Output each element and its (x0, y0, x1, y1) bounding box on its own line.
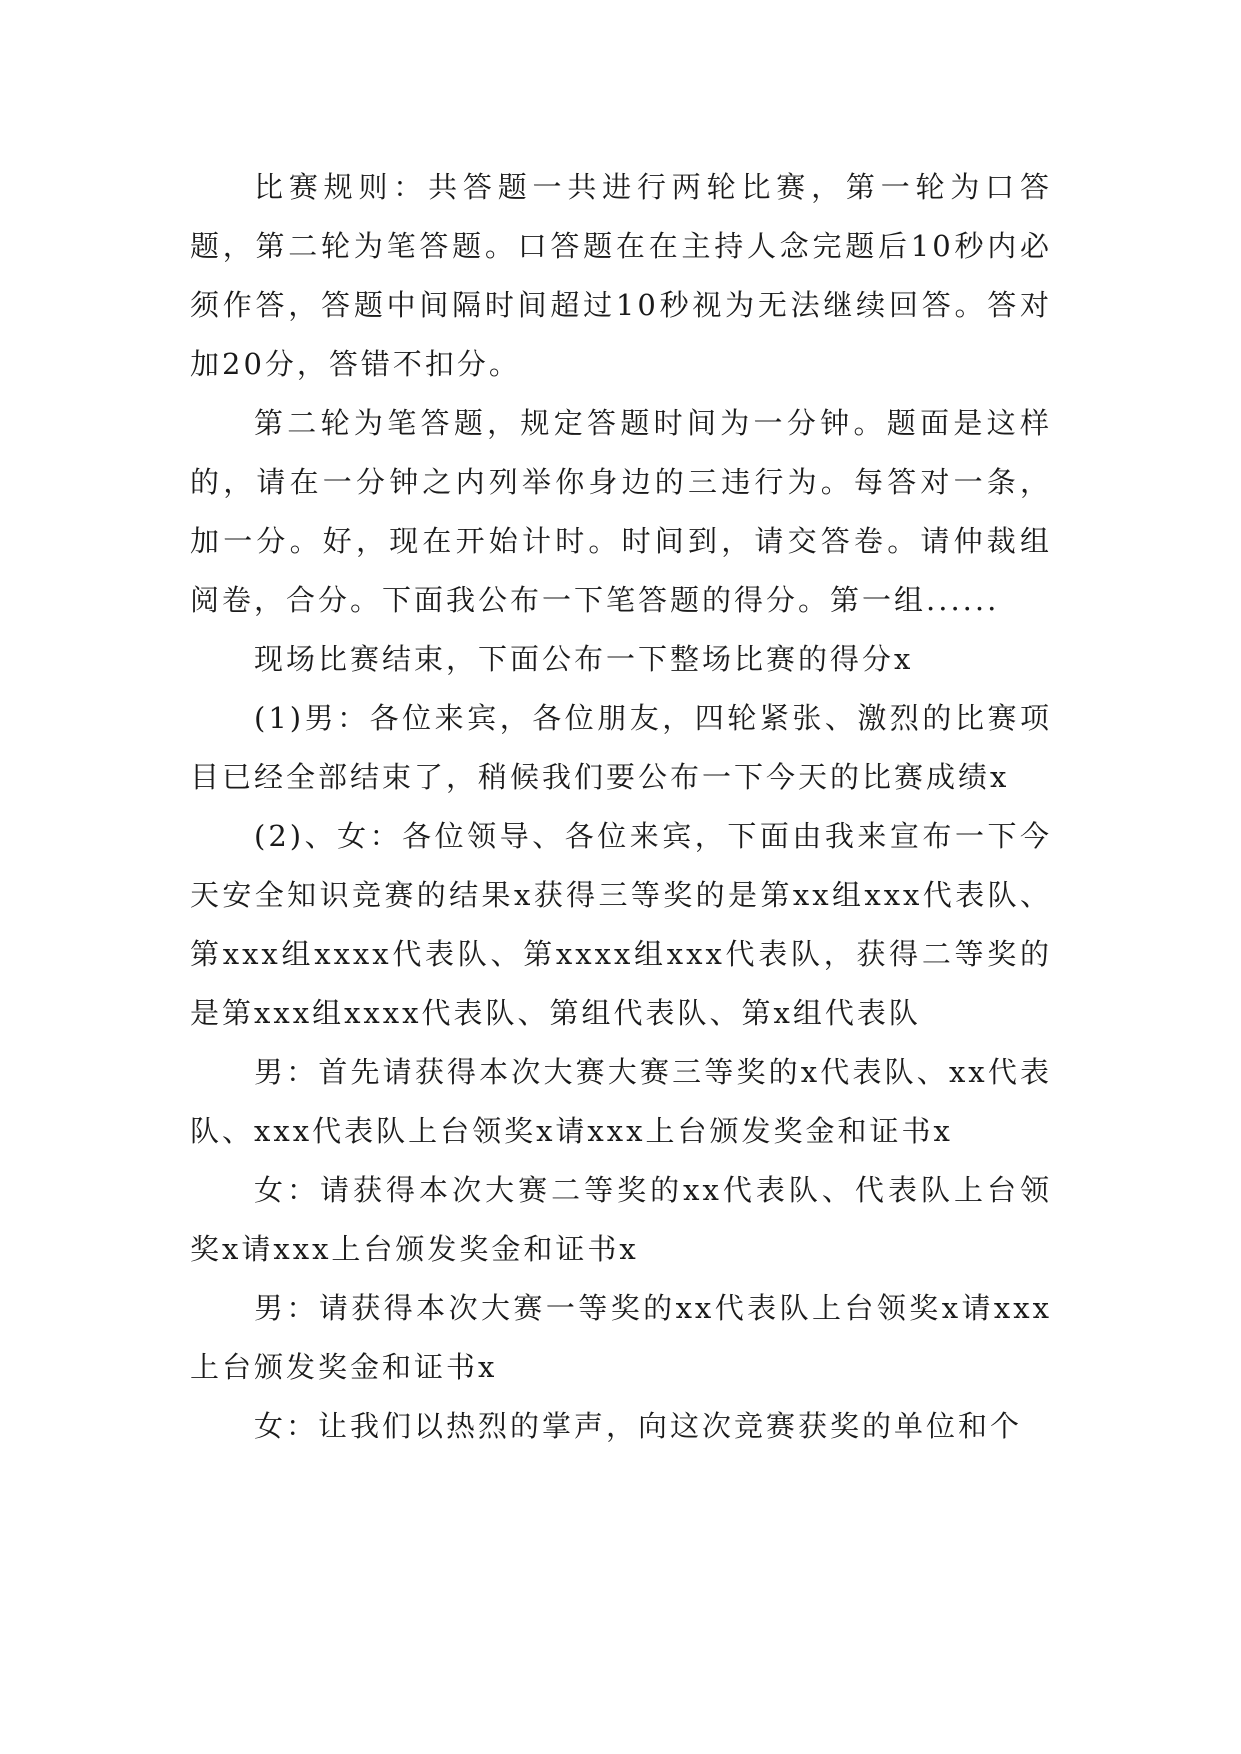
paragraph-applause: 女：让我们以热烈的掌声，向这次竞赛获奖的单位和个 (254, 1409, 1023, 1443)
paragraph-female-host-results: (2)、女：各位领导、各位来宾，下面由我来宣布一下今天安全知识竞赛的结果x获得三等奖的是第xx组xxx代表队、第xxx组xxxx代表队、第xxxx组xxx代表队，获得二等奖的是第xxx组xxxx代表队、第组代表队、第x组代表队 (190, 819, 1052, 1030)
paragraph-competition-end: 现场比赛结束，下面公布一下整场比赛的得分x (254, 642, 914, 676)
paragraph-male-host-1: (1)男：各位来宾，各位朋友，四轮紧张、激烈的比赛项目已经全部结束了，稍候我们要公布一下今天的比赛成绩x (190, 701, 1052, 794)
paragraph-round-two: 第二轮为笔答题，规定答题时间为一分钟。题面是这样的，请在一分钟之内列举你身边的三违行为。每答对一条，加一分。好，现在开始计时。时间到，请交答卷。请仲裁组阅卷，合分。下面我公布一下笔答题的得分。第一组...... (190, 406, 1052, 617)
paragraph-rules: 比赛规则：共答题一共进行两轮比赛，第一轮为口答题，第二轮为笔答题。口答题在在主持人念完题后10秒内必须作答，答题中间隔时间超过10秒视为无法继续回答。答对加20分，答错不扣分。 (190, 170, 1052, 381)
paragraph-first-prize: 男：请获得本次大赛一等奖的xx代表队上台领奖x请xxx上台颁发奖金和证书x (190, 1291, 1052, 1384)
document-body (190, 158, 1052, 1456)
paragraph-second-prize: 女：请获得本次大赛二等奖的xx代表队、代表队上台领奖x请xxx上台颁发奖金和证书x (190, 1173, 1052, 1266)
paragraph-third-prize: 男：首先请获得本次大赛大赛三等奖的x代表队、xx代表队、xxx代表队上台领奖x请xxx上台颁发奖金和证书x (190, 1055, 1052, 1148)
